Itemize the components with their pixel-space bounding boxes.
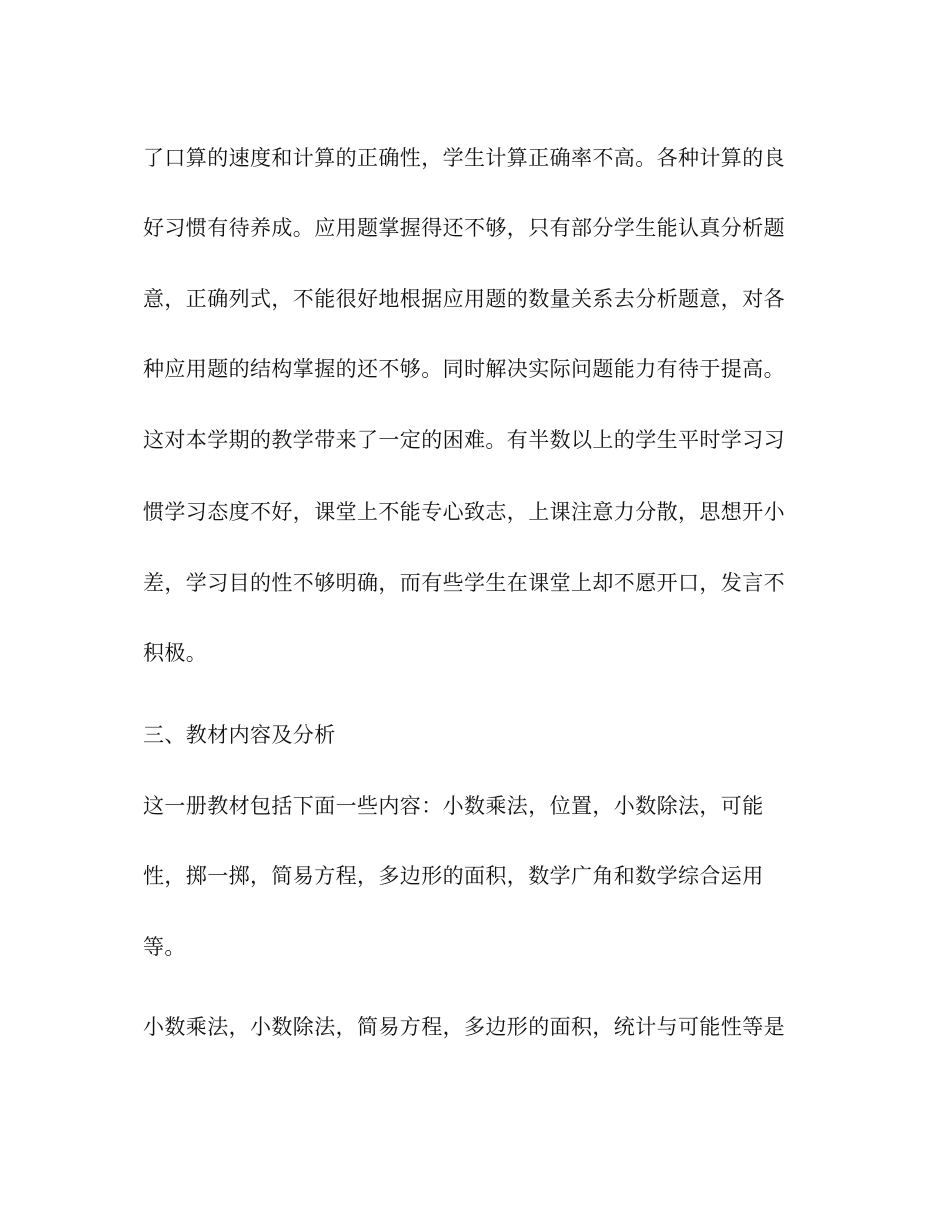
paragraph-line: 等。 (143, 935, 186, 959)
paragraph-line: 性，掷一掷，简易方程，多边形的面积，数学广角和数学综合运用 (143, 864, 764, 888)
paragraph-line: 这对本学期的教学带来了一定的困难。有半数以上的学生平时学习习 (143, 428, 785, 452)
paragraph-line: 了口算的速度和计算的正确性，学生计算正确率不高。各种计算的良 (143, 146, 785, 170)
paragraph-line: 种应用题的结构掌握的还不够。同时解决实际问题能力有待于提高。 (143, 357, 785, 381)
paragraph-line: 这一册教材包括下面一些内容：小数乘法，位置，小数除法，可能 (143, 794, 764, 818)
paragraph-line: 积极。 (143, 641, 208, 665)
paragraph-line: 小数乘法，小数除法，简易方程，多边形的面积，统计与可能性等是 (143, 1015, 785, 1039)
paragraph-line: 差，学习目的性不够明确，而有些学生在课堂上却不愿开口，发言不 (143, 571, 785, 595)
paragraph-line: 意，正确列式，不能很好地根据应用题的数量关系去分析题意，对各 (143, 287, 785, 311)
paragraph-line: 惯学习态度不好，课堂上不能专心致志，上课注意力分散，思想开小 (143, 500, 785, 524)
section-heading: 三、教材内容及分析 (143, 723, 336, 747)
paragraph-line: 好习惯有待养成。应用题掌握得还不够，只有部分学生能认真分析题 (143, 216, 785, 240)
